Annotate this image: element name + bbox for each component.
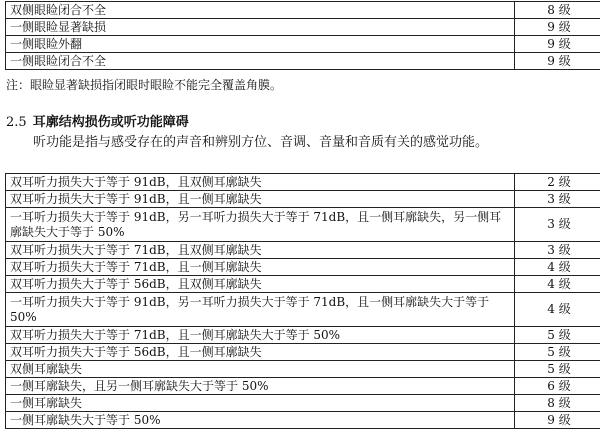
table-row [6, 2, 600, 19]
disability-level: 3 级 [515, 191, 600, 208]
disability-level: 8 级 [515, 2, 600, 19]
table-note: 注：眼睑显著缺损指闭眼时眼睑不能完全覆盖角膜。 [6, 78, 283, 92]
table-row [6, 395, 600, 412]
section-number: 2.5 [6, 115, 27, 130]
table-row [6, 242, 600, 259]
injury-description: 双侧眼睑闭合不全 [6, 2, 515, 19]
injury-description: 双耳听力损失大于等于 71dB，且双侧耳廓缺失 [6, 242, 515, 259]
injury-description: 一耳听力损失大于等于 91dB，另一耳听力损失大于等于 71dB，且一侧耳廓缺失，另一侧耳廓缺失大于等于 50% [6, 208, 515, 242]
disability-level: 9 级 [515, 19, 600, 36]
disability-level: 5 级 [515, 361, 600, 378]
disability-level: 8 级 [515, 395, 600, 412]
injury-description: 双耳听力损失大于等于 71dB，且一侧耳廓缺失 [6, 259, 515, 276]
table-row [6, 412, 600, 429]
table-row [6, 276, 600, 293]
injury-description: 双耳听力损失大于等于 91dB，且双侧耳廓缺失 [6, 174, 515, 191]
table-row [6, 208, 600, 242]
table-row [6, 191, 600, 208]
injury-description: 一侧耳廓缺失 [6, 395, 515, 412]
injury-description: 一侧眼睑外翻 [6, 36, 515, 53]
injury-description: 双耳听力损失大于等于 56dB，且一侧耳廓缺失 [6, 344, 515, 361]
section-paragraph: 听功能是指与感受存在的声音和辨别方位、音调、音量和音质有关的感觉功能。 [33, 135, 489, 150]
section-heading [6, 115, 189, 131]
disability-level: 9 级 [515, 36, 600, 53]
disability-level: 6 级 [515, 378, 600, 395]
injury-description: 一侧眼睑闭合不全 [6, 53, 515, 70]
disability-level: 3 级 [515, 208, 600, 242]
table-row [6, 174, 600, 191]
eyelid-grade-table [5, 1, 600, 70]
table-row [6, 293, 600, 327]
disability-level: 4 级 [515, 259, 600, 276]
section-title-text: 耳廓结构损伤或听功能障碍 [32, 115, 189, 130]
disability-level: 5 级 [515, 344, 600, 361]
injury-description: 双侧耳廓缺失 [6, 361, 515, 378]
table-row [6, 344, 600, 361]
injury-description: 双耳听力损失大于等于 71dB，且一侧耳廓缺失大于等于 50% [6, 327, 515, 344]
table-row [6, 378, 600, 395]
disability-level: 4 级 [515, 276, 600, 293]
table-row [6, 36, 600, 53]
table-row [6, 361, 600, 378]
injury-description: 一侧耳廓缺失，且另一侧耳廓缺失大于等于 50% [6, 378, 515, 395]
table-row [6, 53, 600, 70]
disability-level: 2 级 [515, 174, 600, 191]
injury-description: 一侧眼睑显著缺损 [6, 19, 515, 36]
table-row [6, 19, 600, 36]
disability-level: 3 级 [515, 242, 600, 259]
disability-level: 9 级 [515, 412, 600, 429]
ear-grade-table [5, 173, 600, 429]
injury-description: 一侧耳廓缺失大于等于 50% [6, 412, 515, 429]
injury-description: 一耳听力损失大于等于 91dB，另一耳听力损失大于等于 71dB，且一侧耳廓缺失大于等于 50% [6, 293, 515, 327]
table-row [6, 327, 600, 344]
disability-level: 9 级 [515, 53, 600, 70]
disability-level: 5 级 [515, 327, 600, 344]
table-row [6, 259, 600, 276]
injury-description: 双耳听力损失大于等于 56dB，且双侧耳廓缺失 [6, 276, 515, 293]
injury-description: 双耳听力损失大于等于 91dB，且一侧耳廓缺失 [6, 191, 515, 208]
disability-level: 4 级 [515, 293, 600, 327]
